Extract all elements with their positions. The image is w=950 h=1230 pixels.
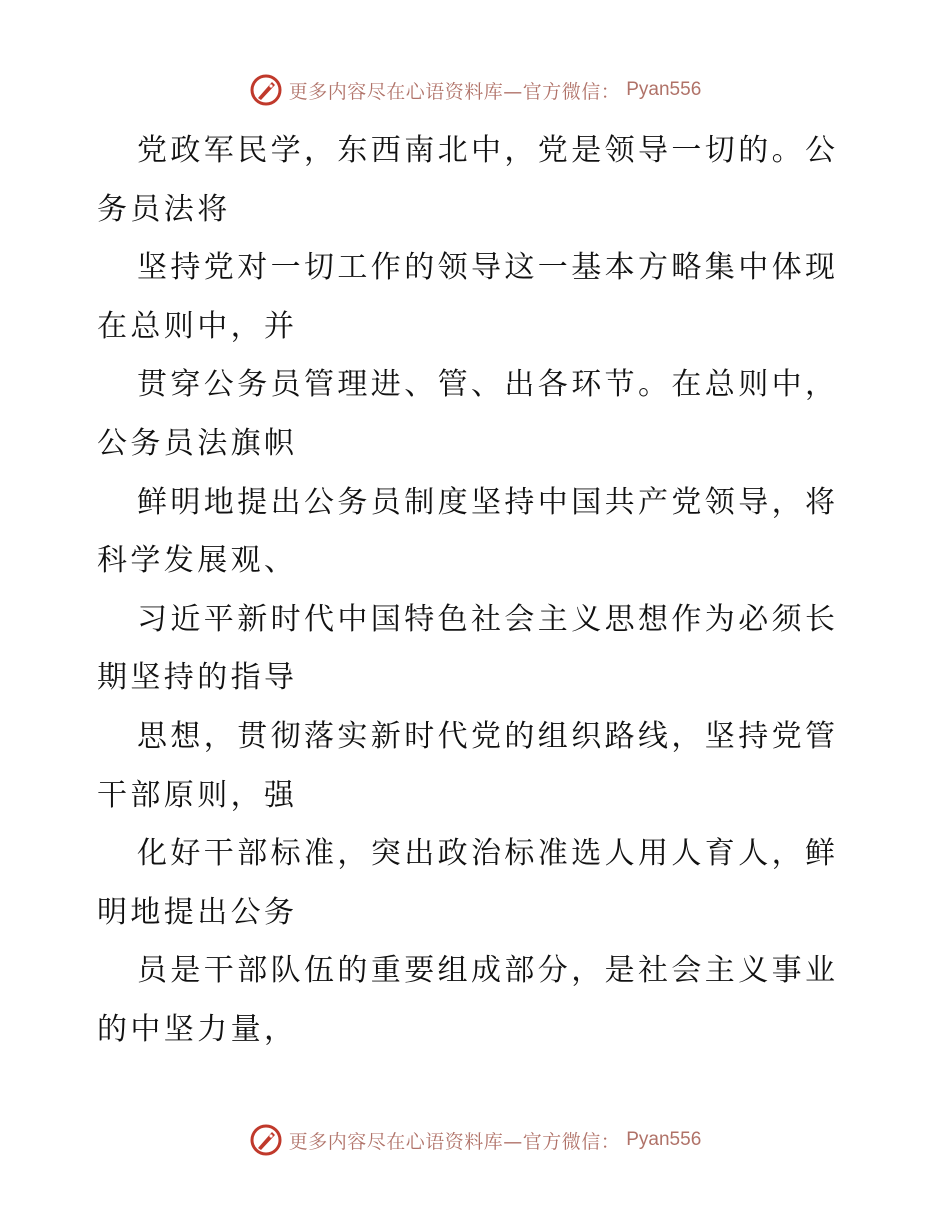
pen-nib-logo-icon <box>249 73 283 107</box>
pen-nib-logo-icon <box>249 1123 283 1157</box>
header-banner-text: 更多内容尽在心语资料库—官方微信： <box>288 80 621 103</box>
paragraph: 员是干部队伍的重要组成部分，是社会主义事业的中坚力量， <box>97 953 839 1047</box>
footer-banner-text: 更多内容尽在心语资料库—官方微信： <box>288 1130 621 1153</box>
paragraph: 贯穿公务员管理进、管、出各环节。在总则中，公务员法旗帜 <box>97 367 839 461</box>
footer-banner-wechat: Pyan556 <box>626 1129 702 1150</box>
footer-banner <box>0 1120 950 1160</box>
document-body <box>97 122 857 1060</box>
paragraph: 化好干部标准，突出政治标准选人用人育人，鲜明地提出公务 <box>97 836 839 930</box>
header-banner-wechat: Pyan556 <box>626 79 702 100</box>
paragraph: 思想，贯彻落实新时代党的组织路线，坚持党管干部原则，强 <box>97 718 839 813</box>
header-banner <box>0 70 950 110</box>
paragraph: 党政军民学，东西南北中，党是领导一切的。公务员法将 <box>97 133 839 227</box>
paragraph: 鲜明地提出公务员制度坚持中国共产党领导，将科学发展观、 <box>97 484 839 579</box>
paragraph: 习近平新时代中国特色社会主义思想作为必须长期坚持的指导 <box>97 601 839 696</box>
paragraph: 坚持党对一切工作的领导这一基本方略集中体现在总则中，并 <box>97 250 839 344</box>
